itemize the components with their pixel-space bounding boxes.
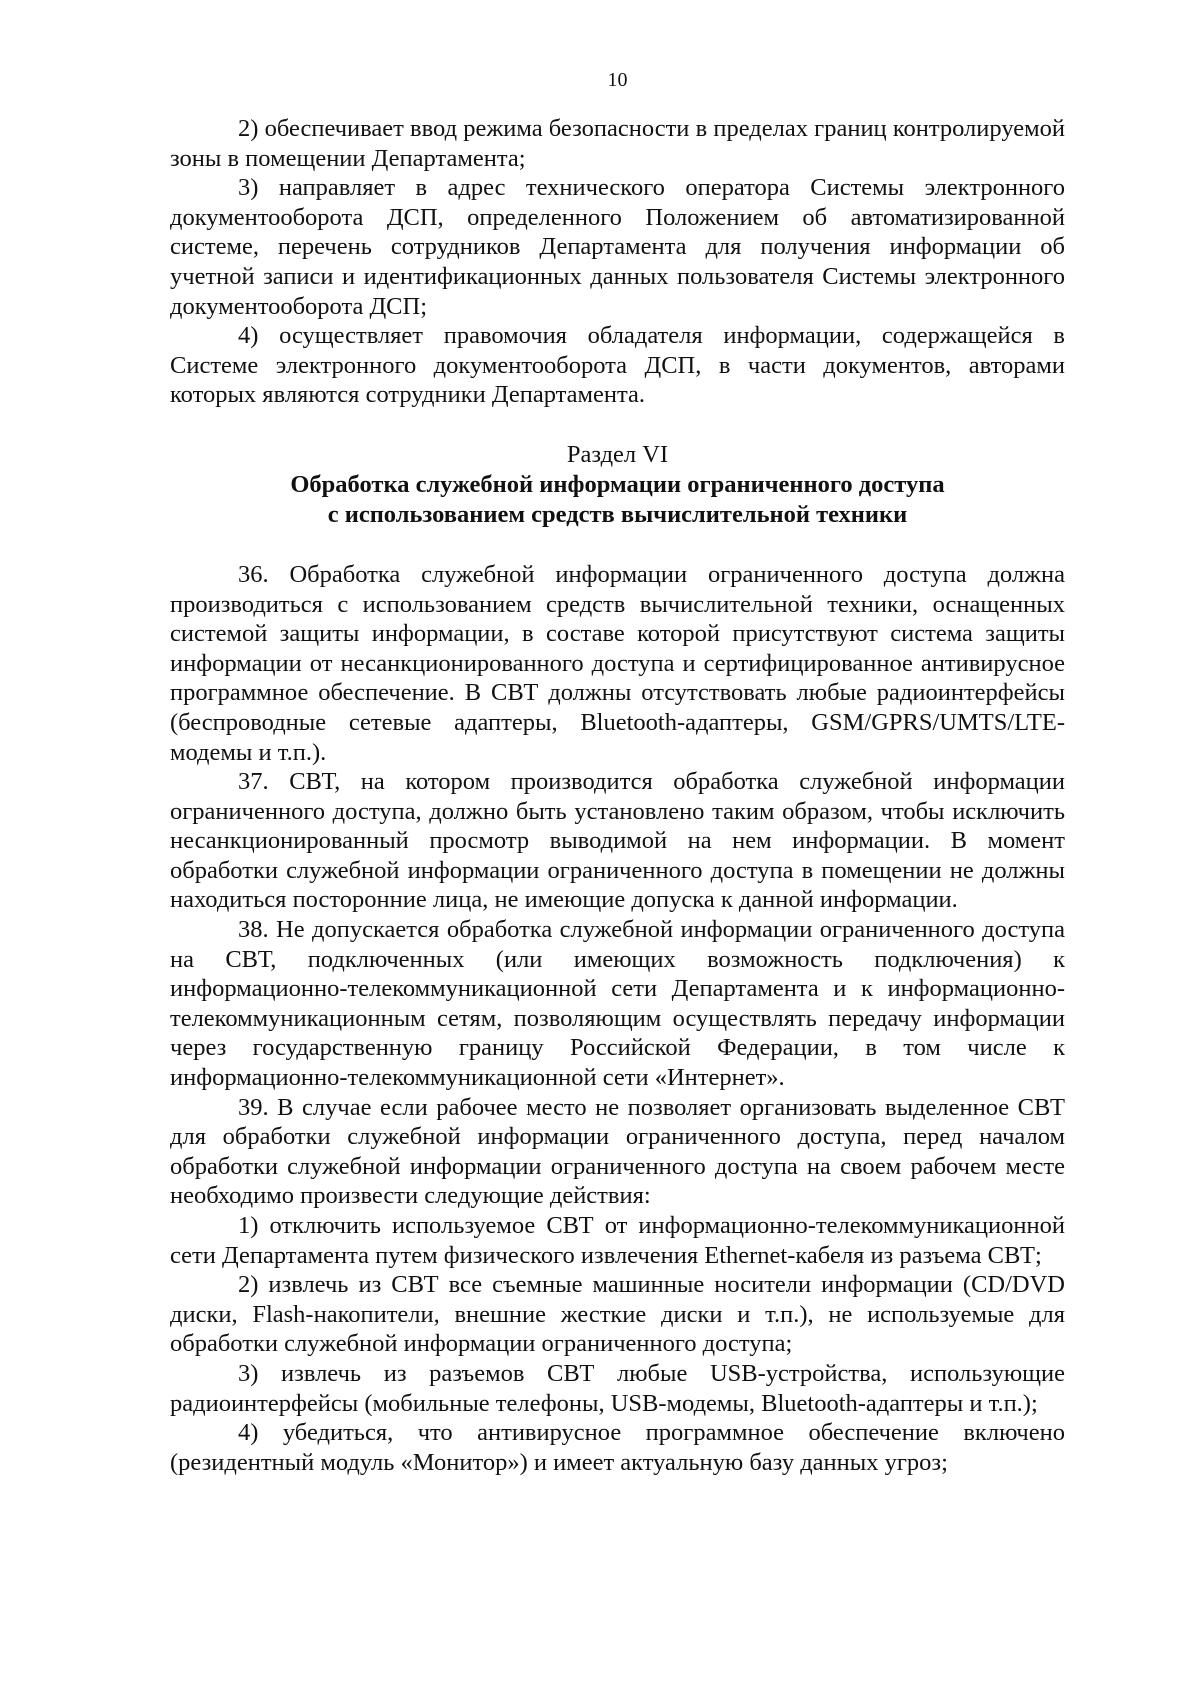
section-heading: [170, 440, 1065, 530]
paragraph-39-item-3: 3) извлечь из разъемов СВТ любые USB-устройства, использующие радиоинтерфейсы (мобильные телефоны, USB-модемы, Bluetooth-адаптеры и т.п.);: [170, 1359, 1065, 1417]
section-title-line-2: с использованием средств вычислительной техники: [327, 500, 908, 528]
page-number: 10: [607, 69, 628, 91]
paragraph-39-item-1: 1) отключить используемое СВТ от информационно-телекоммуникационной сети Департамента путем физического извлечения Ethernet-кабеля из разъема СВТ;: [170, 1212, 1065, 1269]
paragraph-39-item-4: 4) убедиться, что антивирусное программное обеспечение включено (резидентный модуль «Монитор») и имеет актуальную базу данных угроз;: [170, 1419, 1065, 1476]
paragraph-37: 37. СВТ, на котором производится обработка служебной информации ограниченного доступа, должно быть установлено таким образом, чтобы исключить несанкционированный просмотр выводимой на нем информации. В момент обработки служебной информации ограниченного доступа в помещении не должны находиться посторонние лица, не имеющие допуска к данной информации.: [170, 768, 1065, 914]
section-title-line-1: Обработка служебной информации ограниченного доступа: [290, 470, 945, 498]
paragraph-36: 36. Обработка служебной информации ограниченного доступа должна производиться с использованием средств вычислительной техники, оснащенных системой защиты информации, в составе которой присутствуют система защиты информации от несанкционированного доступа и сертифицированное антивирусное программное обеспечение. В СВТ должны отсутствовать любые радиоинтерфейсы (беспроводные сетевые адаптеры, Bluetooth-адаптеры, GSM/GPRS/UMTS/LTE-модемы и т.п.).: [170, 560, 1065, 766]
page-content: [170, 68, 1065, 1477]
paragraph-item-3: 3) направляет в адрес технического оператора Системы электронного документооборота ДСП, определенного Положением об автоматизированной системе, перечень сотрудников Департамента для получения информации об учетной записи и идентификационных данных пользователя Системы электронного документооборота ДСП;: [170, 174, 1065, 320]
section-label: Раздел VI: [566, 440, 669, 468]
paragraph-item-4: 4) осуществляет правомочия обладателя информации, содержащейся в Системе электронного документооборота ДСП, в части документов, авторами которых являются сотрудники Департамента.: [170, 322, 1065, 409]
paragraph-38: 38. Не допускается обработка служебной информации ограниченного доступа на СВТ, подключенных (или имеющих возможность подключения) к информационно-телекоммуникационной сети Департамента и к информационно-телекоммуникационным сетям, позволяющим осуществлять передачу информации через государственную границу Российской Федерации, в том числе к информационно-телекоммуникационной сети «Интернет».: [170, 916, 1065, 1092]
paragraph-39-item-2: 2) извлечь из СВТ все съемные машинные носители информации (CD/DVD диски, Flash-накопители, внешние жесткие диски и т.п.), не используемые для обработки служебной информации ограниченного доступа;: [170, 1271, 1065, 1358]
paragraph-item-2: 2) обеспечивает ввод режима безопасности в пределах границ контролируемой зоны в помещении Департамента;: [170, 115, 1065, 172]
paragraph-39: 39. В случае если рабочее место не позволяет организовать выделенное СВТ для обработки служебной информации ограниченного доступа, перед началом обработки служебной информации ограниченного доступа на своем рабочем месте необходимо произвести следующие действия:: [170, 1093, 1065, 1210]
